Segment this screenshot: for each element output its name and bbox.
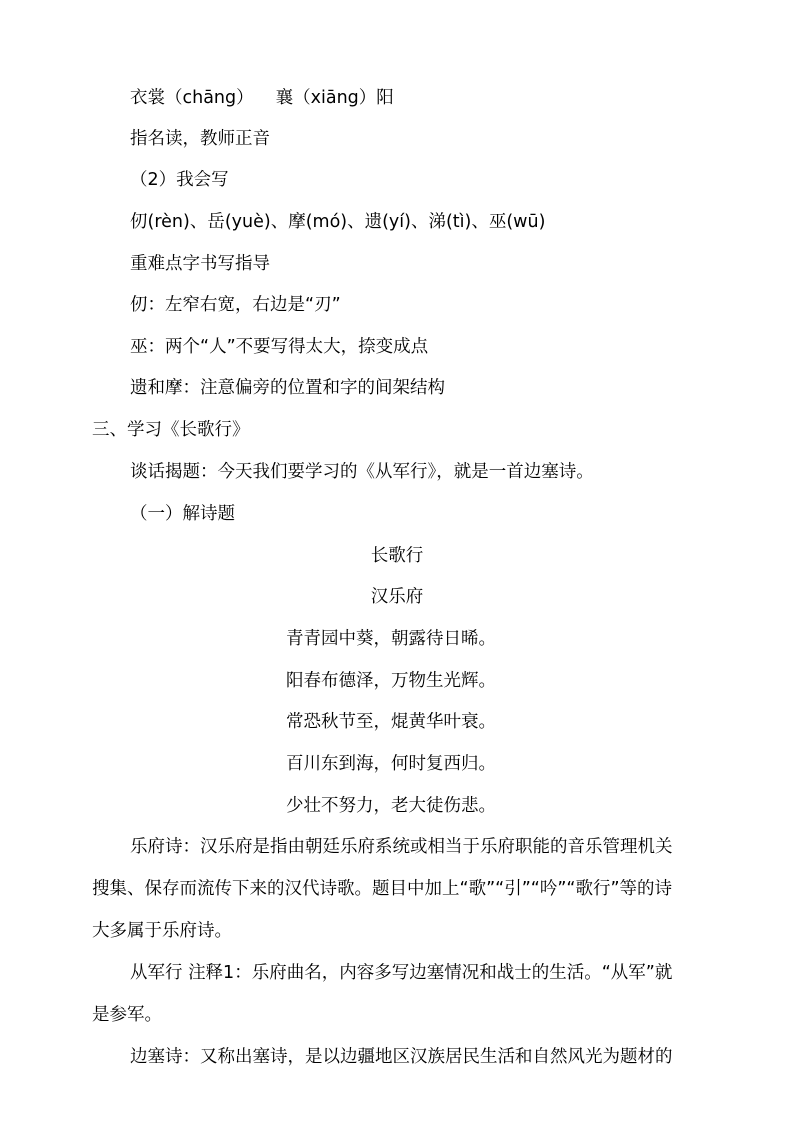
- poem-verse-2: 阳春布德泽，万物生光辉。: [286, 671, 496, 691]
- section-heading-write: （2）我会写: [130, 170, 229, 190]
- paragraph-yuefu-line-2: 搜集、保存而流传下来的汉代诗歌。题目中加上“歌”“引”“吟”“歌行”等的诗: [92, 879, 673, 899]
- char-list-line: 仞(rèn)、岳(yuè)、摩(mó)、遗(yí)、涕(tì)、巫(wū): [130, 212, 546, 232]
- paragraph-congjun-line-2: 是参军。: [92, 1005, 162, 1025]
- pinyin-item-chang: 衣裳（chāng）: [130, 88, 254, 108]
- paragraph-congjun-line-1: 从军行 注释1：乐府曲名，内容多写边塞情况和战士的生活。“从军”就: [130, 963, 673, 983]
- paragraph-yuefu-line-1: 乐府诗：汉乐府是指由朝廷乐府系统或相当于乐府职能的音乐管理机关: [130, 837, 673, 857]
- pinyin-line-1: [130, 86, 394, 110]
- paragraph-biansai-line-1: 边塞诗：又称出塞诗，是以边疆地区汉族居民生活和自然风光为题材的: [130, 1047, 673, 1067]
- poem-verse-3: 常恐秋节至，焜黄华叶衰。: [286, 712, 496, 732]
- poem-title: 长歌行: [370, 546, 424, 566]
- poem-verse-1: 青青园中葵，朝露待日晞。: [286, 629, 496, 649]
- text-line-wu: 巫：两个“人”不要写得太大，捺变成点: [130, 337, 429, 357]
- pinyin-item-xiang: 襄（xiāng）阳: [275, 88, 394, 108]
- paragraph-yuefu-line-3: 大多属于乐府诗。: [92, 921, 232, 941]
- section-heading-three: 三、学习《长歌行》: [92, 420, 250, 440]
- poem-verse-4: 百川东到海，何时复西归。: [286, 754, 496, 774]
- text-line-intro: 谈话揭题：今天我们要学习的《从军行》，就是一首边塞诗。: [130, 462, 594, 482]
- poem-author: 汉乐府: [370, 587, 424, 607]
- text-line-ren: 仞：左窄右宽，右边是“刃”: [130, 295, 341, 315]
- text-line-guidance: 重难点字书写指导: [130, 254, 270, 274]
- text-line-read: 指名读，教师正音: [130, 129, 270, 149]
- section-heading-title: （一）解诗题: [130, 504, 235, 524]
- poem-verse-5: 少壮不努力，老大徒伤悲。: [286, 796, 496, 816]
- text-line-yi-mo: 遗和摩：注意偏旁的位置和字的间架结构: [130, 378, 445, 398]
